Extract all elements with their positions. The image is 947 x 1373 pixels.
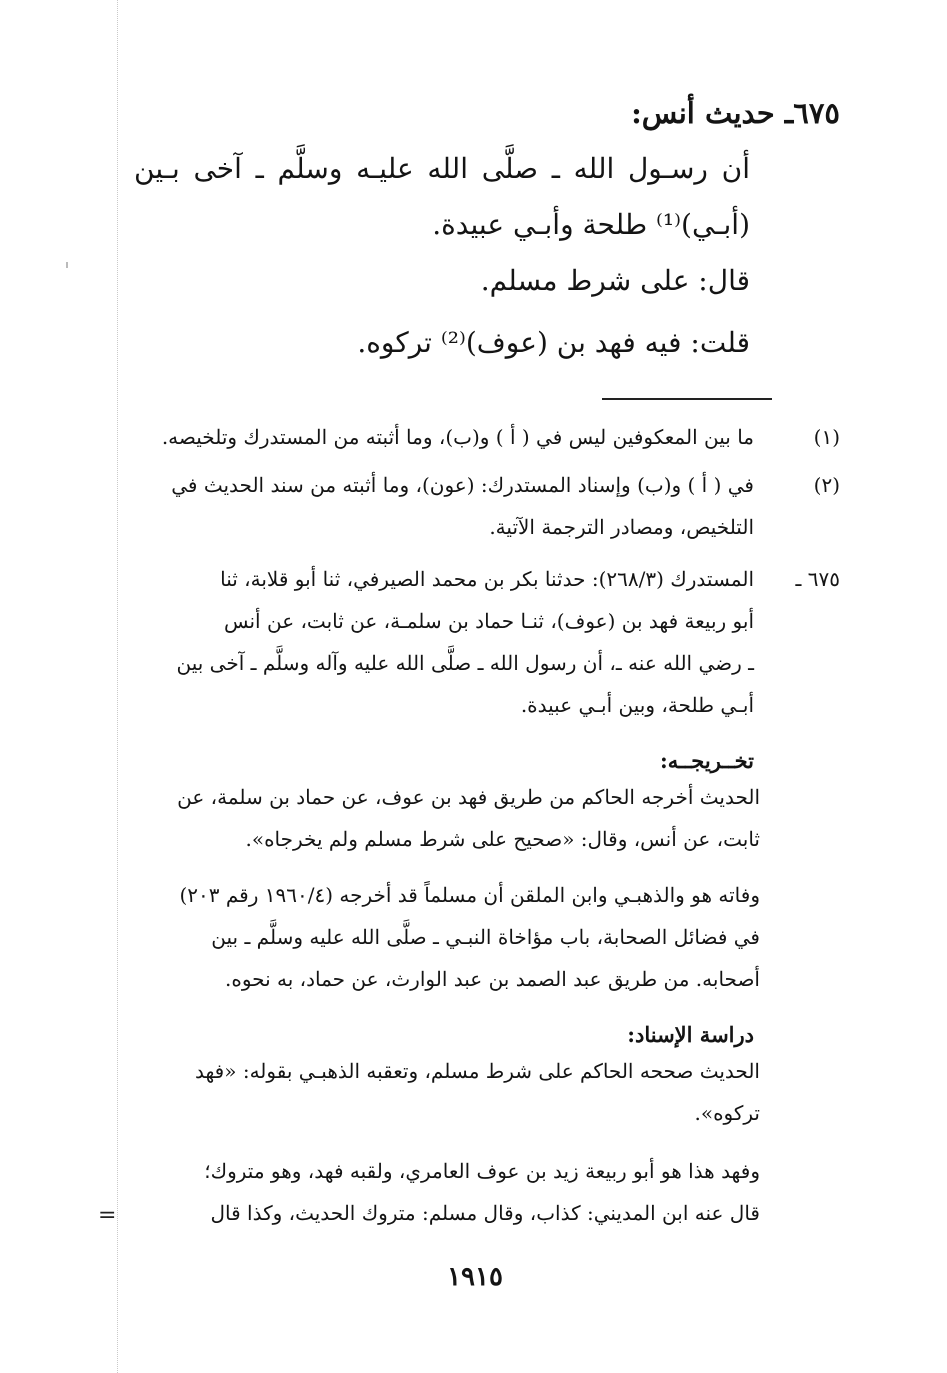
paragraph-line: الحديث أخرجه الحاكم من طريق فهد بن عوف، عن حماد بن سلمة، عن — [177, 785, 760, 809]
footnote-line: المستدرك (٢٦٨/٣): حدثنا بكر بن محمد الصيرفي، ثنا أبو قلابة، ثنا — [220, 567, 754, 591]
takhrij-heading: تخــريجــه: — [659, 748, 754, 773]
paragraph-line: ثابت، عن أنس، وقال: «صحيح على شرط مسلم ولم يخرجاه». — [245, 827, 760, 851]
dirasa-heading: دراسة الإسناد: — [627, 1022, 754, 1047]
paragraph-line: وفهد هذا هو أبو ربيعة زيد بن عوف العامري، ولقبه فهد، وهو متروك؛ — [204, 1159, 760, 1183]
footnote-1 — [130, 416, 840, 458]
footnote-number: ٦٧٥ ـ — [795, 567, 840, 591]
footnote-line: في ( أ ) و(ب) وإسناد المستدرك: (عون)، وما أثبته من سند الحديث في — [171, 473, 754, 497]
main-text-line-1: أن رسـول الله ـ صلَّى الله عليـه وسلَّم ـ آخى بـين — [134, 152, 750, 185]
hadith-heading — [560, 96, 840, 130]
footnote-2 — [130, 464, 840, 548]
qultu-line: قلت: فيه فهد بن (عوف)⁽²⁾ تركوه. — [357, 326, 750, 359]
takhrij-paragraph-2 — [130, 874, 760, 1000]
paragraph-line: الحديث صححه الحاكم على شرط مسلم، وتعقبه الذهبـي بقوله: «فهد — [194, 1059, 760, 1083]
footnote-text — [130, 558, 754, 726]
main-text-line-2: (أبـي)⁽¹⁾ طلحة وأبـي عبيدة. — [432, 208, 750, 241]
scan-edge-line — [117, 0, 118, 1373]
paragraph-line: قال عنه ابن المديني: كذاب، وقال مسلم: متروك الحديث، وكذا قال — [210, 1201, 760, 1225]
paragraph-line: في فضائل الصحابة، باب مؤاخاة النبـي ـ صلَّى الله عليه وسلَّم ـ بين — [211, 925, 760, 949]
takhrij-paragraph-1 — [130, 776, 760, 860]
page-number: ١٩١٥ — [447, 1262, 503, 1292]
hadith-title: ـ حديث أنس: — [631, 96, 794, 130]
footnote-text — [130, 416, 754, 458]
paragraph-line: أصحابه. من طريق عبد الصمد بن عبد الوارث، عن حماد، به نحوه. — [225, 967, 760, 991]
footnote-line: أبو ربيعة فهد بن (عوف)، ثنـا حماد بن سلمـة، عن ثابت، عن أنس — [223, 609, 754, 633]
footnote-line: ما بين المعكوفين ليس في ( أ ) و(ب)، وما أثبته من المستدرك وتلخيصه. — [161, 425, 754, 449]
footnote-line: ـ رضي الله عنه ـ، أن رسول الله ـ صلَّى الله عليه وآله وسلَّم ـ آخى بين — [176, 651, 754, 675]
footnote-separator — [602, 398, 772, 400]
dirasa-paragraph-2 — [130, 1150, 760, 1234]
continuation-mark: = — [98, 1203, 117, 1228]
footnote-number: (٢) — [813, 473, 840, 497]
footnote-line: أبـي طلحة، وبين أبـي عبيدة. — [520, 693, 754, 717]
qala-line: قال: على شرط مسلم. — [480, 264, 750, 297]
dirasa-paragraph-1 — [130, 1050, 760, 1134]
hadith-number: ٦٧٥ — [793, 96, 840, 130]
footnote-source-675 — [130, 558, 840, 726]
footnote-text — [130, 464, 754, 548]
paragraph-line: تركوه». — [694, 1101, 760, 1125]
paragraph-line: وفاته هو والذهبـي وابن الملقن أن مسلماً قد أخرجه (١٩٦٠/٤ رقم ٢٠٣) — [179, 883, 760, 907]
footnote-number: (١) — [813, 425, 840, 449]
footnote-line: التلخيص، ومصادر الترجمة الآتية. — [489, 515, 754, 539]
scan-speck — [66, 262, 68, 268]
